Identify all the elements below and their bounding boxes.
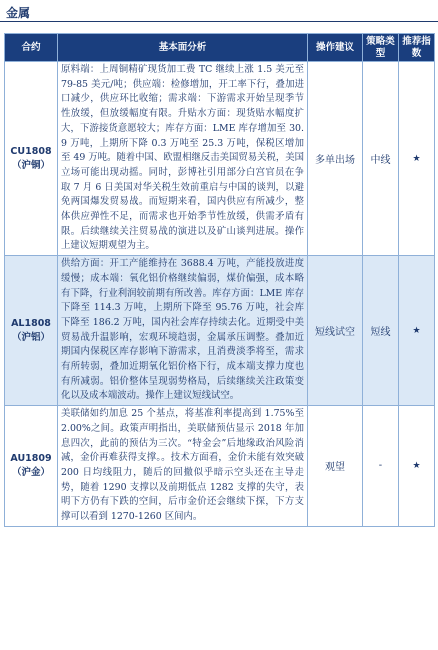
contract-cell xyxy=(5,256,58,406)
contract-name: （沪铜） xyxy=(11,159,50,171)
metals-recommendation-table xyxy=(4,33,435,527)
advice-cell: 短线试空 xyxy=(308,256,363,406)
table-row-al1808 xyxy=(5,256,435,406)
table-header-row xyxy=(5,34,435,62)
contract-code: AU1809 xyxy=(10,452,52,464)
rating-star-icon: ★ xyxy=(399,406,435,527)
title-divider xyxy=(0,21,438,22)
strategy-cell: - xyxy=(363,406,399,527)
rating-star-icon: ★ xyxy=(399,256,435,406)
strategy-cell: 中线 xyxy=(363,62,399,256)
strategy-cell: 短线 xyxy=(363,256,399,406)
advice-cell: 观望 xyxy=(308,406,363,527)
header-analysis: 基本面分析 xyxy=(58,34,308,62)
contract-name: （沪铝） xyxy=(11,331,50,343)
header-strategy: 策略类型 xyxy=(363,34,399,62)
table-row-au1809 xyxy=(5,406,435,527)
analysis-cell: 原料端：上周铜精矿现货加工费 TC 继续上涨 1.5 美元至 79-85 美元/吨；供应端：检修增加，开工率下行，叠加进口减少，供应环比收缩；需求端：下游需求开始呈现季节性放缓，但放缓幅度有限。升贴水方面：现货贴水幅度扩大，下游接货意愿较大；库存方面：LME 库存增加至 30.9 万吨，上期所下降 0.3 万吨至 25.3 万吨，保税区增加至 49 万吨。随着中国、欧盟相继反击美国贸易关税，美国立场可能出现动摇。同时，彭博社引用部分白宫官员在争取 7 月 6 日美国对华关税生效前重启与中国的谈判，以避免两国爆发贸易战。而短期来看，国内供应有所减少，整体供应弹性不足，而需求也开始季节性放缓，供需矛盾有限。后续继续关注贸易战的演进以及矿山谈判进展。操作上建议短期观望为主。 xyxy=(58,62,308,256)
contract-cell xyxy=(5,406,58,527)
header-rating: 推荐指数 xyxy=(399,34,435,62)
section-title: 金属 xyxy=(6,6,31,20)
contract-cell xyxy=(5,62,58,256)
analysis-cell: 美联储如约加息 25 个基点，将基准利率提高到 1.75%至 2.00%之间。政策声明指出，美联储预估显示 2018 年加息四次，此前的预估为三次。“特金会”后地缘政治风险消减，金价再难获得支撑。。技术方面看，金价未能有效突破 200 日均线阻力，随后的回撤似乎暗示空头还在主导走势，随着 1290 支撑以及前期低点 1282 支撑的失守，表明下方仍有下跌的空间，后市金价还会继续下探，下方支撑可以看到 1270-1260 区间内。 xyxy=(58,406,308,527)
table-row-cu1808 xyxy=(5,62,435,256)
contract-code: AL1808 xyxy=(11,317,51,329)
contract-name: （沪金） xyxy=(11,466,50,478)
header-contract: 合约 xyxy=(5,34,58,62)
analysis-cell: 供给方面：开工产能维持在 3688.4 万吨，产能投放进度缓慢；成本端：氧化铝价格继续偏弱，煤价偏强，成本略有下降，行业利润较前期有所改善。库存方面：LME 库存下降至 114.3 万吨，上期所下降至 95.76 万吨，社会库下降至 186.2 万吨，国内社会库存持续去化。近期受中美贸易战升温影响，宏观环境趋弱，金属承压调整。叠加近期国内保税区库存影响下游需求，且消费淡季将至，需求有所转弱，叠加近期氧化铝价格下行，成本端支撑力度也有所减弱。铝价整体呈现弱势格局，后续继续关注政策变化以及成本端波动。操作上建议短线试空。 xyxy=(58,256,308,406)
advice-cell: 多单出场 xyxy=(308,62,363,256)
rating-star-icon: ★ xyxy=(399,62,435,256)
header-advice: 操作建议 xyxy=(308,34,363,62)
contract-code: CU1808 xyxy=(10,145,52,157)
